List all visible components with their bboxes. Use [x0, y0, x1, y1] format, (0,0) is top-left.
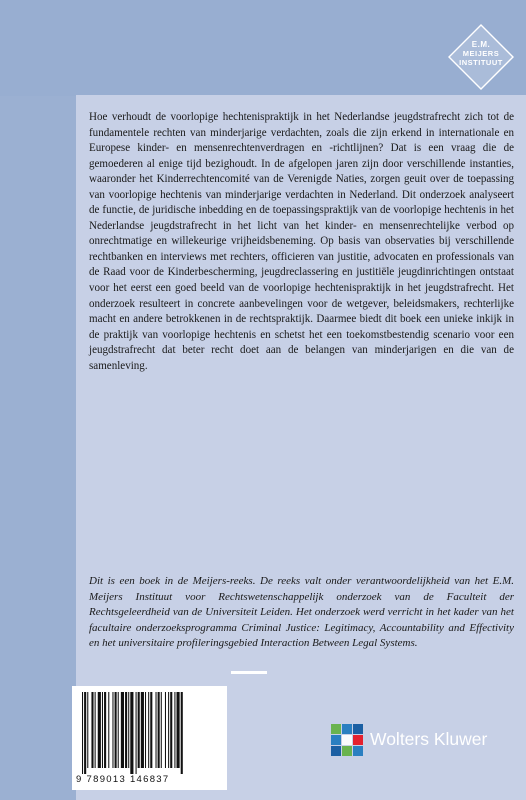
isbn-barcode	[72, 686, 227, 790]
publisher-name: Wolters Kluwer	[370, 729, 488, 749]
barcode-number: 9 789013 146837	[76, 774, 170, 785]
logo-line-2: MEIJERS	[462, 49, 500, 58]
wolters-kluwer-mark-icon	[330, 723, 364, 757]
barcode-bars	[82, 692, 218, 774]
publisher-logo	[330, 720, 500, 760]
decorative-divider	[231, 671, 267, 674]
logo-line-1: E.M.	[471, 40, 491, 49]
series-note: Dit is een boek in de Meijers-reeks. De reeks valt onder verantwoordelijkheid van het E.M. Meijers Instituut voor Rechtswetenschappelijk onderzoek van de Faculteit der Rechtsgeleerdheid van de Universiteit Leiden. Het onderzoek werd verricht in het kader van het facultaire onderzoeksprogramma Criminal Justice: Legitimacy, Accountability and Effectivity en het universitaire profileringsgebied Interaction Between Legal Systems.	[89, 575, 514, 650]
logo-wordmark	[448, 40, 514, 67]
logo-line-3: INSTITUUT	[459, 58, 503, 67]
back-cover-blurb: Hoe verhoudt de voorlopige hechtenispraktijk in het Nederlandse jeugdstrafrecht zich tot de fundamentele rechten van minderjarige verdachten, zoals die zijn erkend in internationale en Europese kinder- en mensenrechtenverdragen en -richtlijnen? Dat is een vraag die de gemoederen al enige tijd bezighoudt. In de afgelopen jaren zijn door verschillende instanties, waaronder het Kinderrechtencomité van de Verenigde Naties, zorgen geuit over de toepassing van voorlopige hechtenis van minderjarige verdachten in Nederland. Dit onderzoek analyseert de functie, de juridische inbedding en de toepassingspraktijk van de voorlopige hechtenis in het Nederlandse jeugdstrafrecht in het licht van het kinder- en mensenrechtelijke verbod op onrechtmatige en willekeurige vrijheidsbeneming. Op basis van observaties bij verschillende rechtbanken en interviews met rechters, officieren van justitie, advocaten en professionals van de Raad voor de Kinderbescherming, jeugdreclassering en justitiële jeugdinrichtingen ontstaat voor het eerst een goed beeld van de voorlopige hechtenispraktijk in het jeugdstrafrecht. Het onderzoek resulteert in concrete aanbevelingen voor de wetgever, beleidsmakers, rechterlijke macht en andere betrokkenen in de rechtspraktijk. Daarmee biedt dit boek een unieke inkijk in de praktijk van voorlopige hechtenis en schetst het een toekomstbestendig scenario voor een jeugdstrafrecht dat beter recht doet aan de belangen van minderjarigen en die van de samenleving.	[89, 111, 514, 372]
